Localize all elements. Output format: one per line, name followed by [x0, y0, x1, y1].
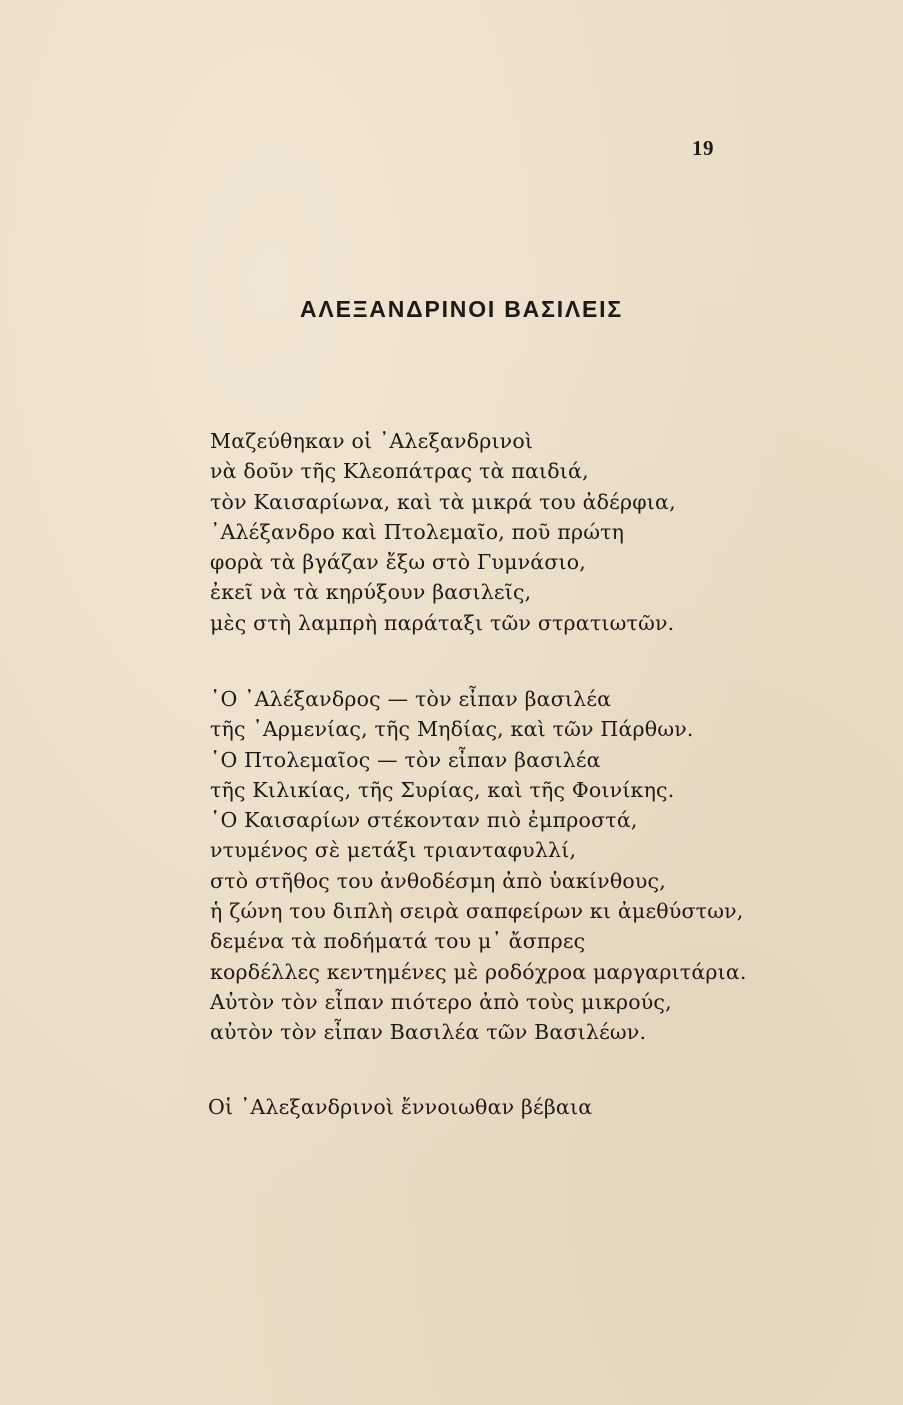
stanza-2 [210, 684, 747, 1048]
poem-line: ῾Ο Πτολεμαῖος — τὸν εἶπαν βασιλέα [210, 747, 601, 772]
poem-line: μὲς στὴ λαμπρὴ παράταξι τῶν στρατιωτῶν. [210, 610, 675, 635]
poem-line: ἐκεῖ νὰ τὰ κηρύξουν βασιλεῖς, [210, 580, 532, 605]
poem-line: ῾Ο ᾿Αλέξανδρος — τὸν εἶπαν βασιλέα [210, 687, 612, 711]
poem-line: ἡ ζώνη του διπλὴ σειρὰ σαπφείρων κι ἀμεθύστων, [210, 899, 744, 924]
poem-line: τῆς ᾿Αρμενίας, τῆς Μηδίας, καὶ τῶν Πάρθων. [210, 717, 694, 742]
stanza-1 [210, 426, 676, 638]
poem-line: Αὐτὸν τὸν εἶπαν πιότερο ἀπὸ τοὺς μικρούς, [210, 989, 672, 1014]
poem-line: δεμένα τὰ ποδήματά του μ᾿ ἄσπρες [210, 929, 586, 954]
poem-title: ΑΛΕΞΑΝΔΡΙΝΟΙ ΒΑΣΙΛΕΙΣ [300, 296, 623, 322]
poem-line: στὸ στῆθος του ἀνθοδέσμη ἀπὸ ὑακίνθους, [210, 868, 666, 893]
poem-line: φορὰ τὰ βγάζαν ἔξω στὸ Γυμνάσιο, [210, 550, 587, 575]
poem-line: τὸν Καισαρίωνα, καὶ τὰ μικρά του ἀδέρφια, [210, 489, 676, 514]
poem-line: ῾Ο Καισαρίων στέκονταν πιὸ ἐμπροστά, [210, 808, 638, 833]
poem-line: Οἱ ᾿Αλεξανδρινοὶ ἔννοιωθαν βέβαια [208, 1095, 593, 1119]
poem-line: αὐτὸν τὸν εἶπαν Βασιλέα τῶν Βασιλέων. [210, 1020, 647, 1045]
poem-line: Μαζεύθηκαν οἱ ᾿Αλεξανδρινοὶ [210, 429, 534, 453]
poem-line: κορδέλλες κεντημένες μὲ ροδόχροα μαργαριτάρια. [210, 959, 747, 984]
poem-line: νὰ δοῦν τῆς Κλεοπάτρας τὰ παιδιά, [210, 459, 589, 484]
stanza-3 [208, 1092, 592, 1122]
poem-line: τῆς Κιλικίας, τῆς Συρίας, καὶ τῆς Φοινίκης. [210, 777, 675, 802]
page-number: 19 [692, 136, 714, 160]
poem-line: ᾿Αλέξανδρο καὶ Πτολεμαῖο, ποῦ πρώτη [210, 519, 625, 544]
poem-line: ντυμένος σὲ μετάξι τριανταφυλλί, [210, 838, 577, 863]
